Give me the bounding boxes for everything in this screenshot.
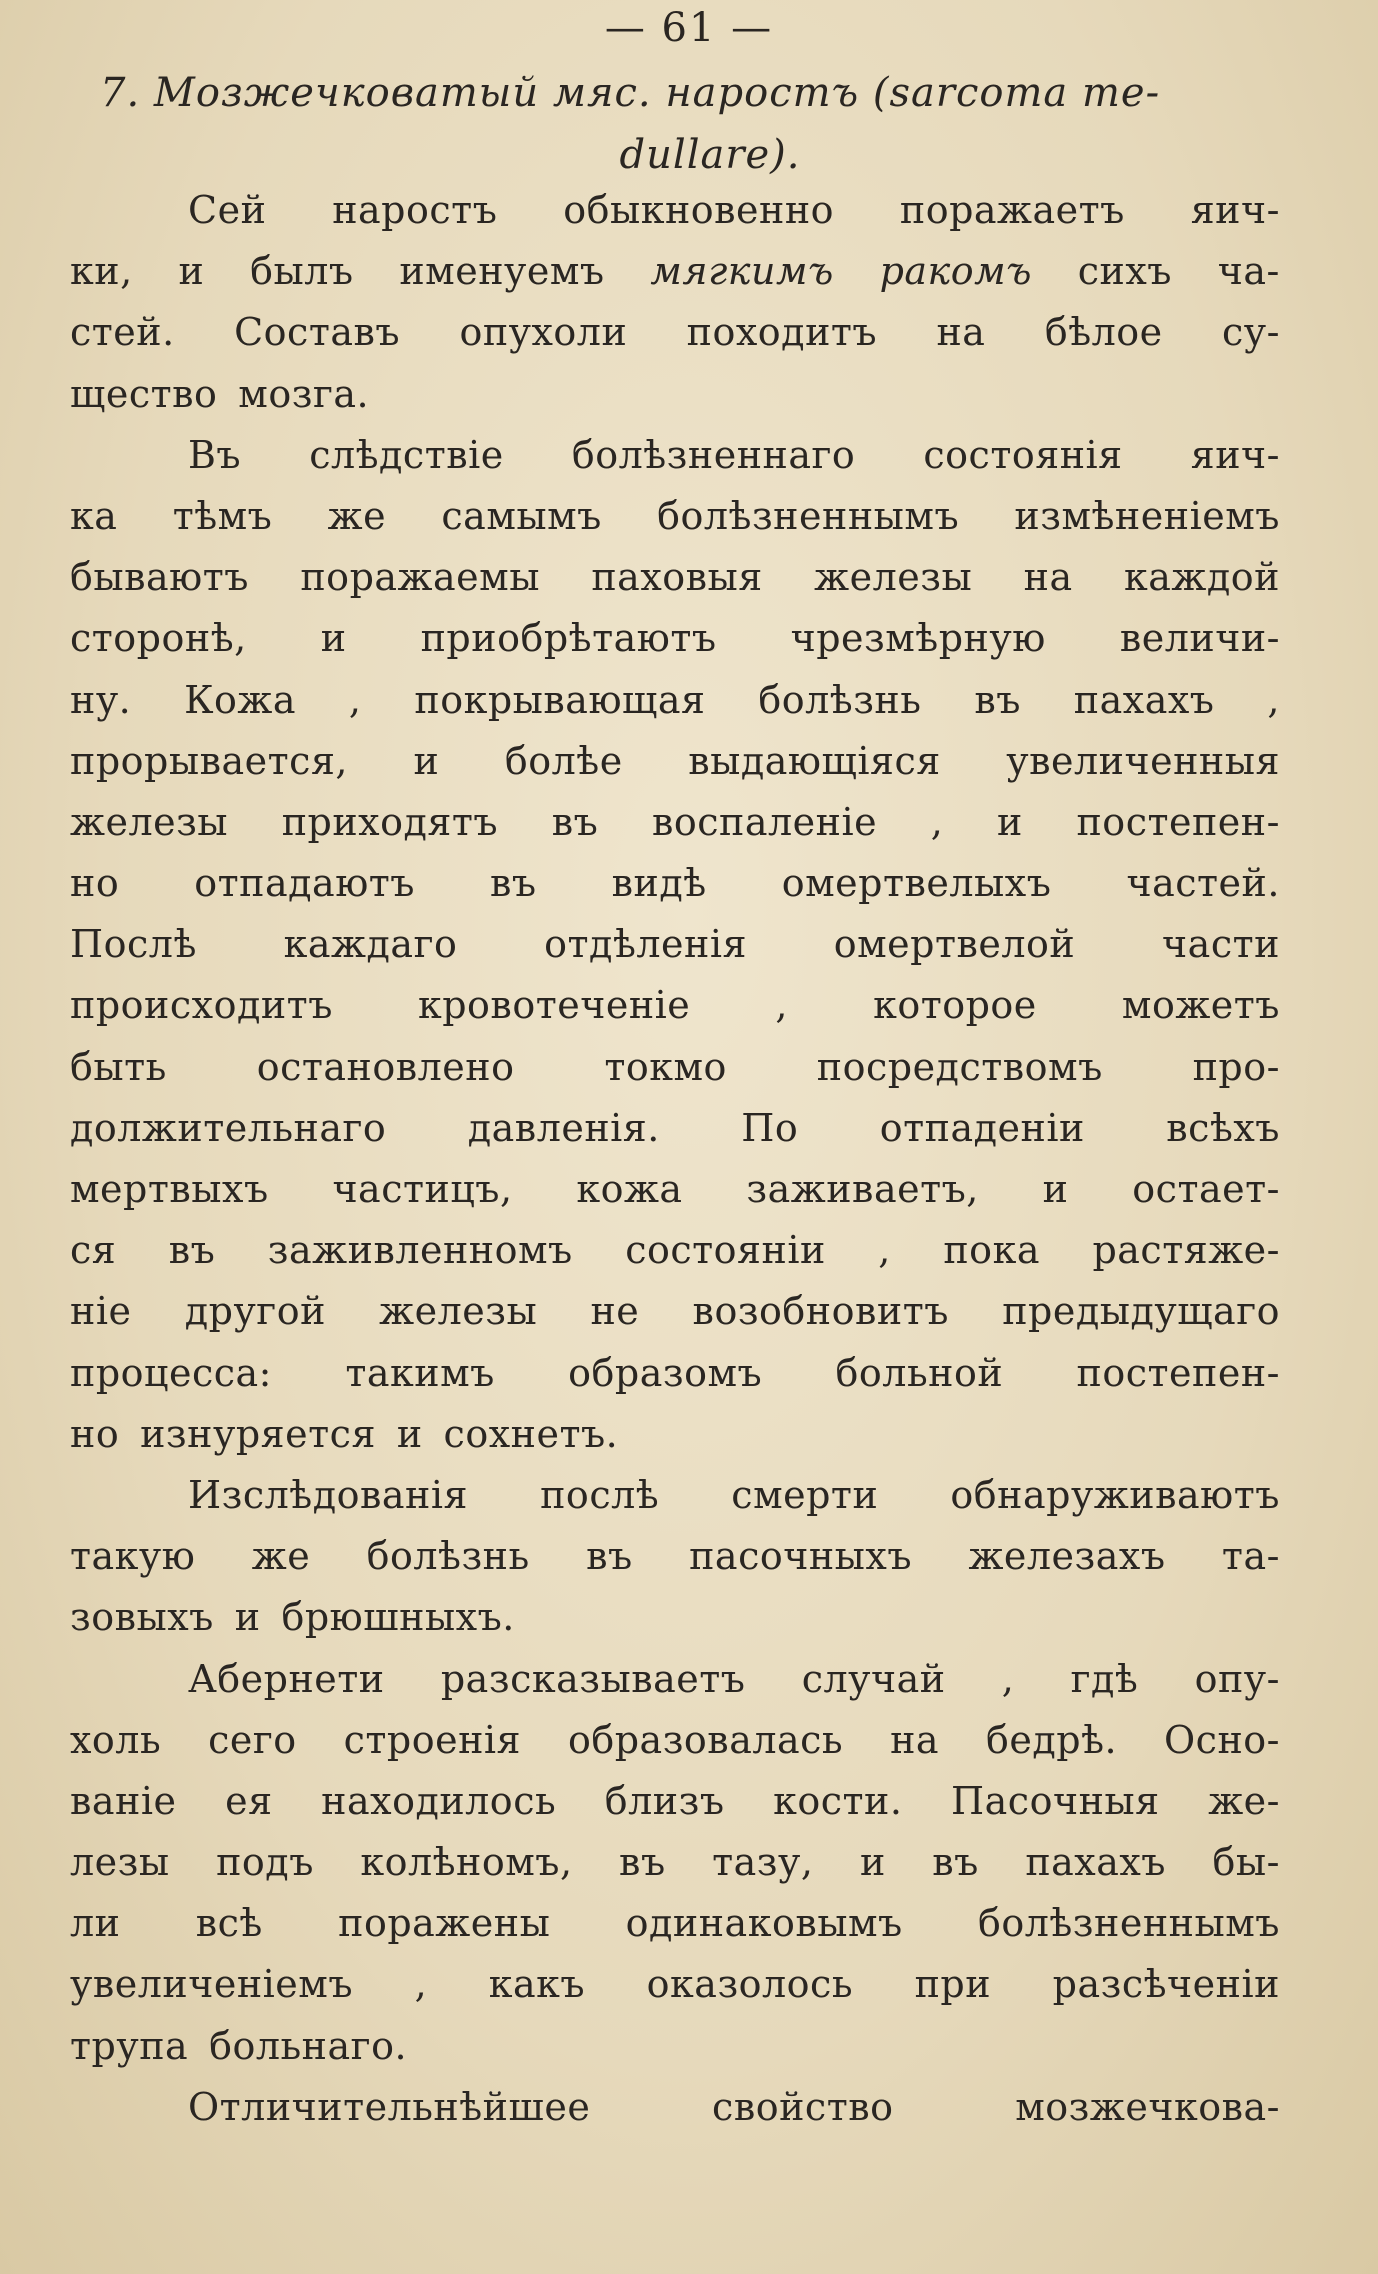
text-line: [70, 1098, 1280, 1159]
word: на: [890, 1717, 940, 1762]
word: Составъ: [234, 310, 401, 355]
word: отдѣленія: [544, 922, 747, 967]
word: паховыя: [591, 555, 763, 600]
word: Послѣ: [70, 922, 197, 967]
word: поражаетъ: [899, 188, 1125, 232]
word: сихъ: [1077, 249, 1172, 294]
text-line: [70, 547, 1280, 608]
word: увеличеніемъ: [70, 1962, 354, 2007]
body-text: [70, 180, 1280, 2138]
word: состояніи: [625, 1228, 826, 1273]
text-line: [70, 1710, 1280, 1771]
word: про-: [1192, 1044, 1280, 1089]
text-line: [70, 1893, 1280, 1954]
text-line: [70, 2077, 1280, 2138]
text-line: [70, 1954, 1280, 2015]
word: должительнаго: [70, 1105, 387, 1150]
word: въ: [932, 1840, 979, 1885]
word: омертвелыхъ: [781, 861, 1052, 906]
word: такимъ: [345, 1350, 495, 1395]
word: ли: [70, 1901, 121, 1946]
word: ніе: [70, 1289, 132, 1334]
word: токмо: [604, 1044, 727, 1089]
word: ки,: [70, 249, 133, 294]
text-line: [70, 731, 1280, 792]
text-line: [70, 1526, 1280, 1587]
text-line: [70, 853, 1280, 914]
word: болѣзненнымъ: [657, 493, 960, 538]
text-line: [70, 1404, 1280, 1465]
word: въ: [551, 799, 599, 844]
word: видѣ: [611, 861, 707, 906]
word: пока: [943, 1228, 1040, 1273]
word: больной: [835, 1350, 1004, 1395]
word: сторонѣ,: [70, 616, 247, 661]
word: всѣхъ: [1166, 1105, 1280, 1150]
word: Осно-: [1164, 1717, 1280, 1762]
word: какъ: [488, 1962, 586, 2007]
word: подъ: [216, 1840, 314, 1885]
heading-line-1: 7. Мозжечковатый мяс. наростъ (sarcoma me-: [100, 70, 1161, 116]
word: Абернети: [188, 1656, 385, 1701]
word: слѣдствіе: [309, 432, 504, 477]
word: ка: [70, 493, 118, 538]
word: же: [327, 493, 387, 538]
text-line: [70, 425, 1280, 486]
word: болѣзненнымъ: [977, 1901, 1280, 1946]
word: пахахъ: [1025, 1840, 1166, 1885]
word: Кожа: [184, 677, 297, 722]
text-line: [70, 1832, 1280, 1893]
word: отпаденіи: [879, 1105, 1085, 1150]
word: кровотеченіе: [417, 983, 691, 1028]
word: величи-: [1119, 616, 1280, 661]
text-line: [70, 2016, 1280, 2077]
word: Изслѣдованія: [188, 1472, 468, 1517]
word: ,: [414, 1962, 428, 2007]
word: яич-: [1190, 432, 1280, 477]
word: каждаго: [283, 922, 458, 967]
text-line: [70, 241, 1280, 302]
word: былъ: [250, 249, 354, 294]
word: поражены: [338, 1901, 551, 1946]
word: и: [234, 1595, 261, 1640]
word: ча-: [1217, 249, 1280, 294]
text-line: [70, 364, 1280, 425]
word: предыдущаго: [1002, 1289, 1280, 1334]
word: же: [251, 1534, 311, 1579]
word: железы: [814, 555, 973, 600]
word: заживленномъ: [267, 1228, 573, 1273]
word: въ: [490, 861, 537, 906]
word: сохнетъ.: [443, 1411, 619, 1456]
word: бѣлое: [1044, 310, 1163, 355]
word: разсказываетъ: [440, 1656, 746, 1701]
word: покрывающая: [414, 677, 706, 722]
word: въ: [586, 1534, 633, 1579]
word: постепен-: [1076, 1350, 1280, 1395]
word: болѣзнь: [758, 677, 922, 722]
word: но: [70, 1411, 120, 1456]
text-line: [70, 1649, 1280, 1710]
word: измѣненіемъ: [1014, 493, 1280, 538]
word: По: [741, 1105, 799, 1150]
word: и: [396, 1411, 423, 1456]
word: въ: [619, 1840, 666, 1885]
text-line: [70, 1587, 1280, 1648]
word: холь: [70, 1717, 162, 1762]
word: отпадаютъ: [194, 861, 415, 906]
word: ваніе: [70, 1778, 177, 1823]
word: стей.: [70, 310, 175, 355]
word: болѣзненнаго: [571, 432, 856, 477]
word: ,: [348, 677, 362, 722]
word: Въ: [188, 432, 242, 477]
word: приобрѣтаютъ: [420, 616, 717, 661]
word: мозжечкова-: [1015, 2084, 1280, 2129]
word: остает-: [1132, 1167, 1280, 1211]
text-line: [70, 180, 1280, 241]
word: происходитъ: [70, 983, 333, 1028]
text-line: [70, 914, 1280, 975]
text-line: [70, 1343, 1280, 1404]
word: та-: [1221, 1534, 1280, 1579]
word: но: [70, 861, 120, 906]
word: посредствомъ: [816, 1044, 1103, 1089]
word: и: [413, 738, 440, 783]
word: болѣе: [504, 738, 623, 783]
word: состоянія: [923, 432, 1123, 477]
text-line: [70, 1159, 1280, 1220]
word: Сей: [188, 188, 267, 232]
word: кожа: [576, 1167, 683, 1211]
section-heading: [100, 62, 1280, 186]
word: обыкновенно: [563, 188, 835, 232]
word: быть: [70, 1044, 167, 1089]
word: сего: [208, 1717, 297, 1762]
word: щество: [70, 371, 218, 416]
word: ,: [775, 983, 788, 1028]
word: увеличенныя: [1006, 738, 1280, 783]
word: разсѣченіи: [1052, 1962, 1280, 2007]
word: при: [914, 1962, 992, 2007]
word: постепен-: [1076, 799, 1280, 844]
word: Отличительнѣйшее: [188, 2084, 591, 2129]
word: и: [320, 616, 347, 661]
word: и: [1042, 1167, 1069, 1211]
word: пасочныхъ: [689, 1534, 913, 1579]
word: процесса:: [70, 1350, 272, 1395]
word: близъ: [604, 1778, 725, 1823]
word: бы-: [1212, 1840, 1280, 1885]
word: опу-: [1194, 1656, 1280, 1701]
word: мозга.: [238, 371, 370, 416]
word: можетъ: [1121, 983, 1280, 1028]
word: ракомъ: [879, 249, 1032, 294]
word: выдающіяся: [688, 738, 941, 783]
word: ,: [878, 1228, 891, 1273]
word: кости.: [773, 1778, 903, 1823]
word: поражаемы: [300, 555, 540, 600]
word: опухоли: [459, 310, 628, 355]
word: воспаленіе: [651, 799, 878, 844]
word: железахъ: [968, 1534, 1166, 1579]
word: каждой: [1124, 555, 1280, 600]
word: ,: [1267, 677, 1280, 722]
word: ,: [1001, 1656, 1015, 1701]
text-line: [70, 302, 1280, 363]
word: и: [178, 249, 205, 294]
text-line: [70, 975, 1280, 1036]
word: такую: [70, 1534, 196, 1579]
word: не: [590, 1289, 640, 1334]
word: тазу,: [712, 1840, 814, 1885]
word: чрезмѣрную: [790, 616, 1046, 661]
word: въ: [974, 677, 1021, 722]
word: прорывается,: [70, 738, 348, 783]
word: железы: [379, 1289, 538, 1334]
word: изнуряется: [140, 1411, 376, 1456]
word: пахахъ: [1073, 677, 1215, 722]
word: ея: [225, 1778, 273, 1823]
text-line: [70, 1281, 1280, 1342]
page-number: — 61 —: [604, 5, 774, 51]
word: частей.: [1126, 861, 1280, 906]
word: послѣ: [540, 1472, 660, 1517]
word: которое: [873, 983, 1037, 1028]
word: всѣ: [195, 1901, 263, 1946]
word: ну.: [70, 677, 132, 722]
word: въ: [168, 1228, 216, 1273]
word: ся: [70, 1228, 117, 1273]
word: обнаруживаютъ: [950, 1472, 1280, 1517]
word: и: [997, 799, 1023, 844]
word: мягкимъ: [650, 249, 834, 294]
word: на: [1023, 555, 1073, 600]
word: гдѣ: [1070, 1656, 1139, 1701]
word: железы: [70, 799, 229, 844]
word: бываютъ: [70, 555, 249, 600]
word: колѣномъ,: [360, 1840, 573, 1885]
word: случай: [801, 1656, 946, 1701]
heading-line-2: dullare).: [619, 132, 801, 178]
word: бедрѣ.: [985, 1717, 1118, 1762]
word: трупа: [70, 2023, 189, 2068]
word: яич-: [1190, 188, 1280, 232]
text-line: [70, 486, 1280, 547]
word: давленія.: [467, 1105, 660, 1150]
word: лезы: [70, 1840, 170, 1885]
word: смерти: [731, 1472, 879, 1517]
word: свойство: [712, 2084, 894, 2129]
word: брюшныхъ.: [281, 1595, 515, 1640]
word: образомъ: [568, 1350, 763, 1395]
text-line: [70, 1037, 1280, 1098]
text-line: [70, 792, 1280, 853]
word: омертвелой: [833, 922, 1076, 967]
word: су-: [1222, 310, 1280, 355]
word: походитъ: [686, 310, 878, 355]
text-line: [70, 1771, 1280, 1832]
word: на: [936, 310, 986, 355]
word: другой: [184, 1289, 326, 1334]
word: возобновитъ: [692, 1289, 949, 1334]
word: наростъ: [332, 188, 498, 232]
word: растяже-: [1092, 1228, 1280, 1273]
text-line: [70, 1220, 1280, 1281]
word: приходятъ: [281, 799, 499, 844]
word: и: [859, 1840, 886, 1885]
word: зовыхъ: [70, 1595, 214, 1640]
word: болѣзнь: [366, 1534, 530, 1579]
word: части: [1162, 922, 1280, 967]
word: самымъ: [441, 493, 602, 538]
word: именуемъ: [399, 249, 605, 294]
word: находилось: [321, 1778, 557, 1823]
word: оказолось: [646, 1962, 854, 2007]
word: ,: [930, 799, 944, 844]
word: мертвыхъ: [70, 1167, 269, 1211]
word: остановлено: [256, 1044, 515, 1089]
word: частицъ,: [332, 1167, 513, 1211]
text-line: [70, 1465, 1280, 1526]
word: больнаго.: [209, 2023, 408, 2068]
word: образовалась: [567, 1717, 844, 1762]
word: одинаковымъ: [625, 1901, 903, 1946]
text-line: [70, 670, 1280, 731]
word: Пасочныя: [951, 1778, 1160, 1823]
word: заживаетъ,: [746, 1167, 979, 1211]
word: тѣмъ: [172, 493, 273, 538]
text-line: [70, 608, 1280, 669]
word: же-: [1208, 1778, 1280, 1823]
word: строенія: [343, 1717, 522, 1762]
